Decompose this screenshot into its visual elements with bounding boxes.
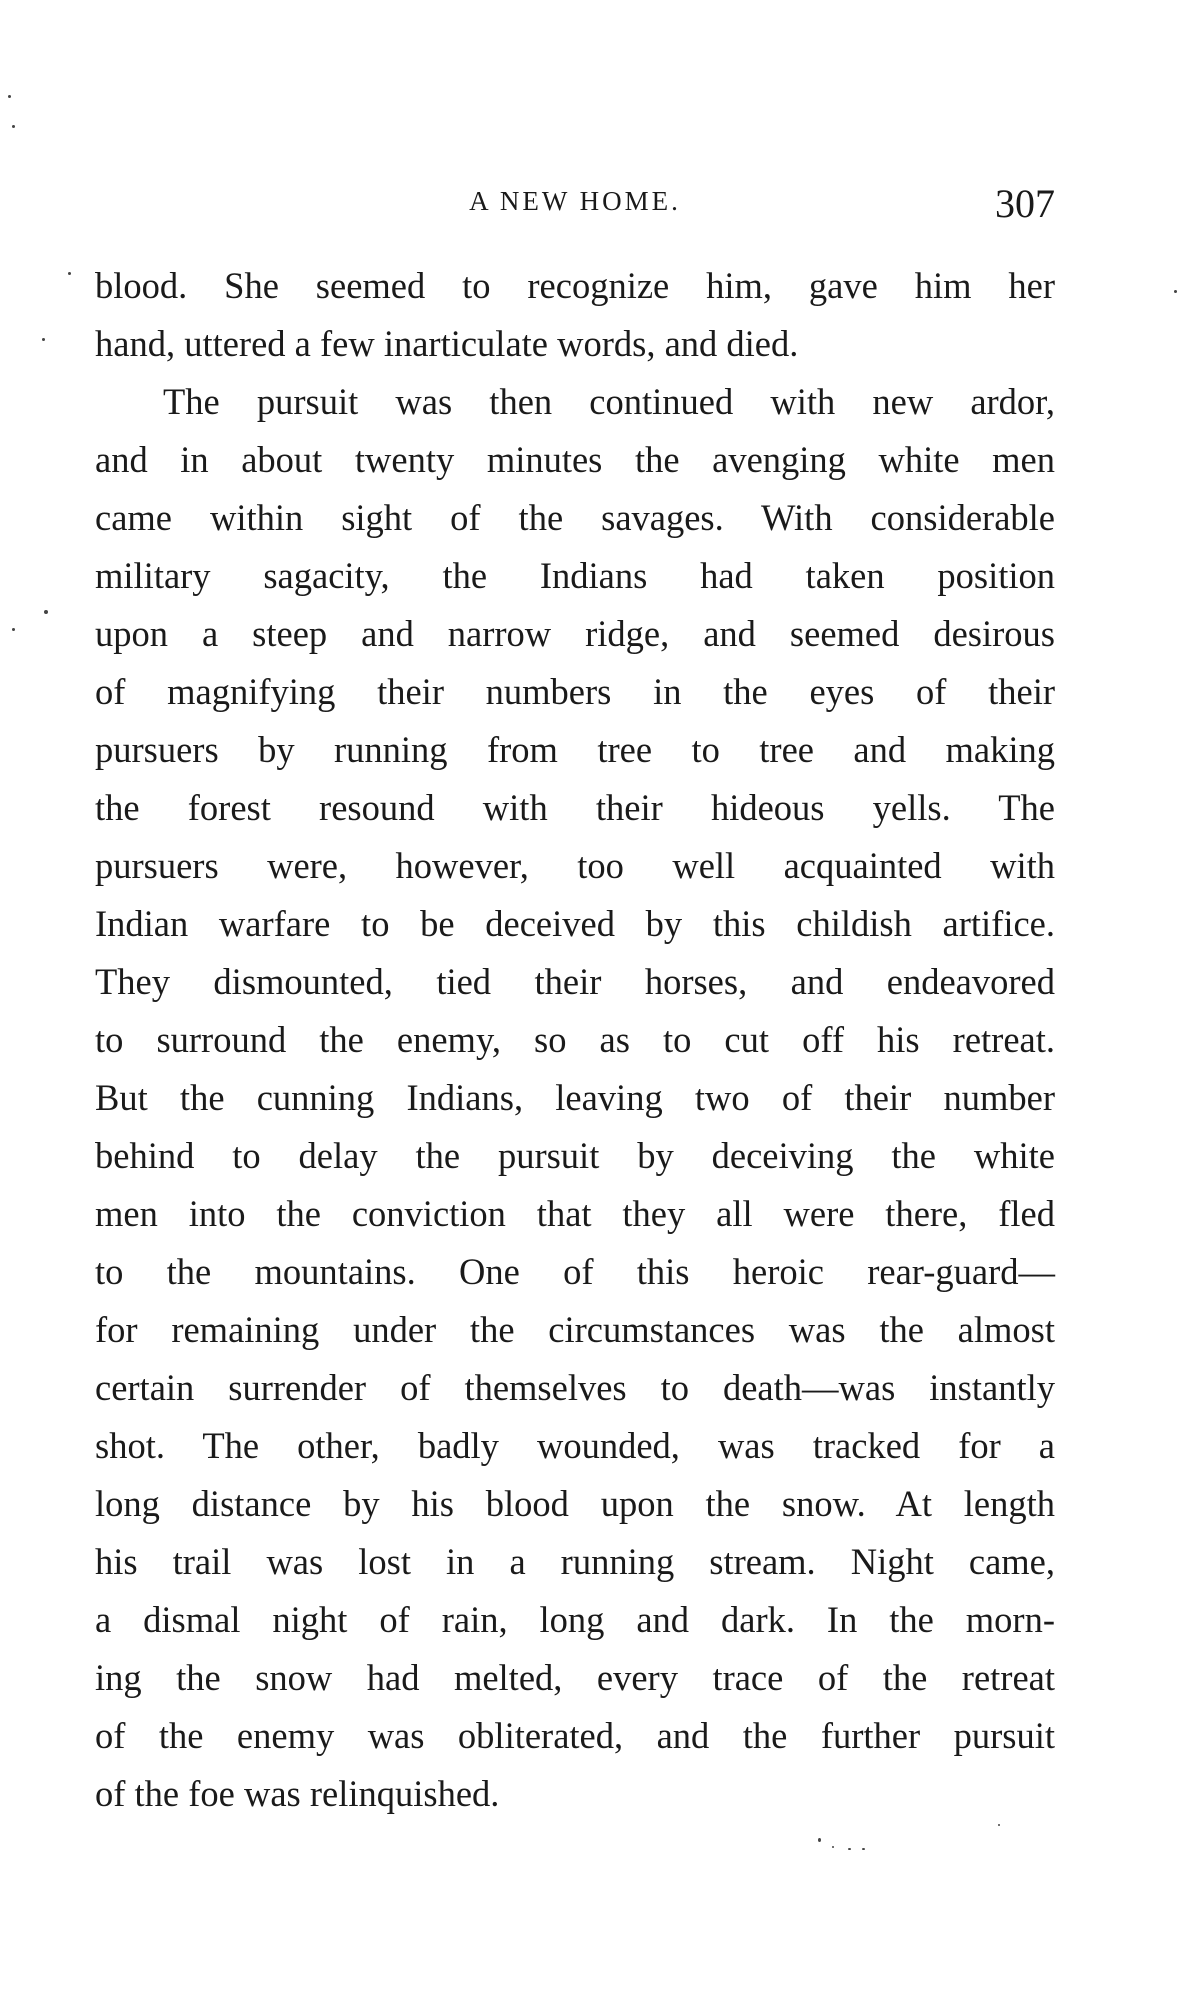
scan-speck (12, 125, 15, 128)
text-line: and in about twenty minutes the avenging white men (95, 439, 1055, 480)
scan-speck (42, 338, 45, 341)
text-line: The pursuit was then continued with new ardor, (163, 381, 1055, 422)
text-line: to the mountains. One of this heroic rear-guard— (95, 1251, 1055, 1292)
scan-speck (1174, 290, 1177, 293)
text-line: came within sight of the savages. With considerable (95, 497, 1055, 538)
text-line: his trail was lost in a running stream. Night came, (95, 1541, 1055, 1582)
body-text (95, 257, 1055, 1823)
text-line: blood. She seemed to recognize him, gave him her (95, 265, 1055, 306)
scan-speck (8, 95, 11, 98)
text-line: ing the snow had melted, every trace of the retreat (95, 1657, 1055, 1698)
running-head (95, 180, 1055, 230)
scan-speck (818, 1838, 821, 1842)
scan-speck (998, 1824, 1000, 1826)
text-line: pursuers were, however, too well acquainted with (95, 845, 1055, 886)
page-number: 307 (995, 181, 1055, 226)
scan-speck (862, 1848, 865, 1850)
text-line: to surround the enemy, so as to cut off his retreat. (95, 1019, 1055, 1060)
text-line: of the enemy was obliterated, and the further pursuit (95, 1715, 1055, 1756)
scan-speck (848, 1848, 851, 1850)
scan-speck (12, 628, 15, 631)
text-line: shot. The other, badly wounded, was tracked for a (95, 1425, 1055, 1466)
text-line: upon a steep and narrow ridge, and seemed desirous (95, 613, 1055, 654)
text-line: of magnifying their numbers in the eyes of their (95, 671, 1055, 712)
text-line: for remaining under the circumstances was the almost (95, 1309, 1055, 1350)
text-line: Indian warfare to be deceived by this childish artifice. (95, 903, 1055, 944)
scan-speck (68, 272, 71, 275)
text-line: They dismounted, tied their horses, and endeavored (95, 961, 1055, 1002)
text-line: certain surrender of themselves to death—was instantly (95, 1367, 1055, 1408)
text-line: behind to delay the pursuit by deceiving the white (95, 1135, 1055, 1176)
text-line: men into the conviction that they all were there, fled (95, 1193, 1055, 1234)
text-line: military sagacity, the Indians had taken position (95, 555, 1055, 596)
text-line: pursuers by running from tree to tree and making (95, 729, 1055, 770)
text-line: long distance by his blood upon the snow. At length (95, 1483, 1055, 1524)
scan-speck (832, 1846, 834, 1848)
text-line: But the cunning Indians, leaving two of their number (95, 1077, 1055, 1118)
text-line: hand, uttered a few inarticulate words, and died. (95, 323, 799, 364)
text-line: the forest resound with their hideous yells. The (95, 787, 1055, 828)
scan-speck (44, 610, 48, 614)
running-title: A NEW HOME. (469, 186, 681, 216)
text-line: a dismal night of rain, long and dark. In the morn- (95, 1599, 1055, 1640)
text-line: of the foe was relinquished. (95, 1773, 500, 1814)
